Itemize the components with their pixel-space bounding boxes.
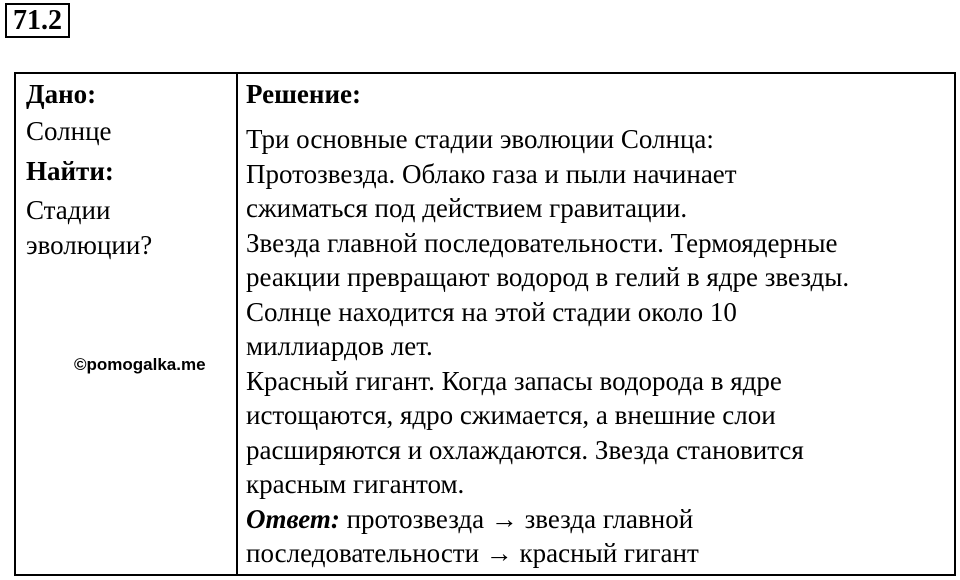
answer-text-1: протозвезда → звезда главной bbox=[339, 503, 694, 534]
solution-line: красным гигантом. bbox=[246, 469, 465, 499]
solution-table bbox=[14, 72, 956, 576]
solution-line: расширяются и охлаждаются. Звезда становится bbox=[246, 434, 804, 465]
solution-line: Звезда главной последовательности. Термоядерные bbox=[246, 227, 838, 258]
given-heading: Дано: bbox=[26, 79, 97, 109]
find-line-1: Стадии bbox=[26, 195, 111, 225]
given-column bbox=[16, 74, 238, 574]
solution-line: сжиматься под действием гравитации. bbox=[246, 193, 688, 223]
solution-heading: Решение: bbox=[246, 79, 361, 109]
solution-line: Три основные стадии эволюции Солнца: bbox=[246, 124, 714, 154]
solution-line: Протозвезда. Облако газа и пыли начинает bbox=[246, 158, 737, 189]
task-number: 71.2 bbox=[5, 3, 70, 38]
answer-line-1 bbox=[246, 502, 954, 537]
solution-line: Солнце находится на этой стадии около 10 bbox=[246, 296, 737, 327]
solution-line: Красный гигант. Когда запасы водорода в ядре bbox=[246, 365, 782, 396]
solution-column bbox=[238, 74, 954, 574]
solution-line: реакции превращают водород в гелий в ядре звезды. bbox=[246, 262, 850, 292]
solution-line: миллиардов лет. bbox=[246, 331, 433, 361]
solution-line: истощаются, ядро сжимается, а внешние слои bbox=[246, 400, 776, 430]
solution-text bbox=[246, 122, 954, 571]
answer-line-2: последовательности → красный гигант bbox=[246, 538, 699, 568]
answer-label: Ответ: bbox=[246, 503, 340, 534]
given-value: Солнце bbox=[26, 116, 112, 146]
find-line-2: эволюции? bbox=[26, 230, 153, 260]
find-heading: Найти: bbox=[26, 156, 114, 186]
watermark: ©pomogalka.me bbox=[74, 355, 206, 374]
